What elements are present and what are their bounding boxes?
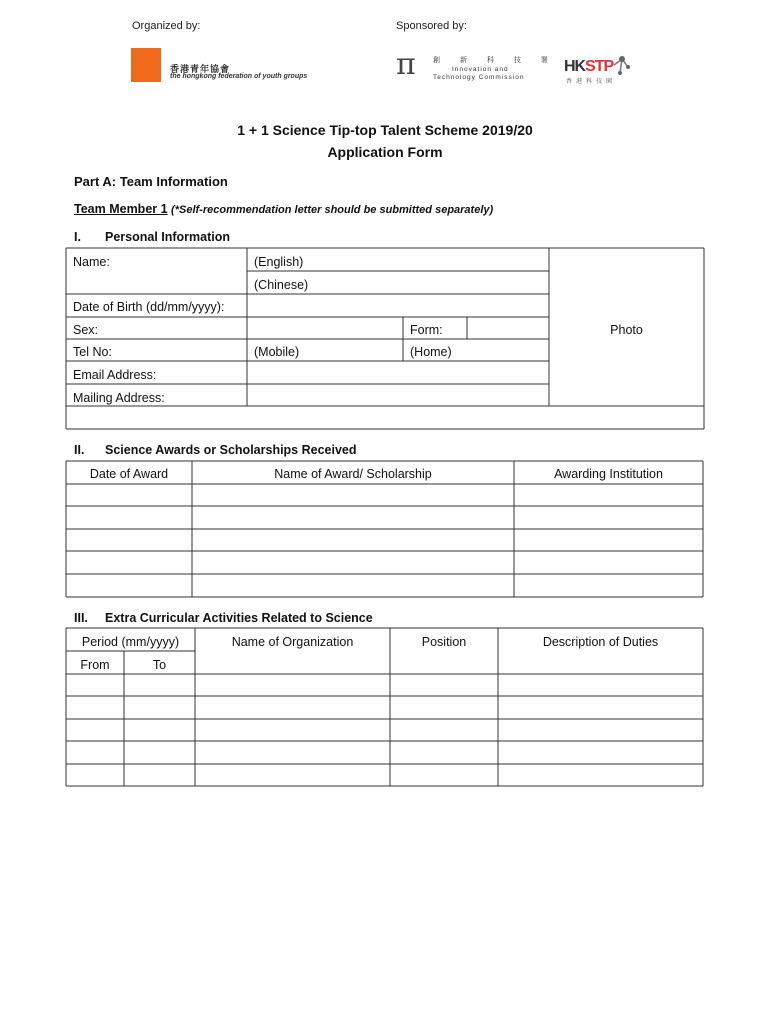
- tel-label: Tel No:: [73, 345, 112, 359]
- hkfyg-chinese-name: 香港青年協會: [170, 64, 231, 74]
- eca-col-organization: Name of Organization: [231, 635, 354, 649]
- email-label: Email Address:: [73, 368, 157, 382]
- name-label: Name:: [73, 255, 110, 269]
- dob-label: Date of Birth (dd/mm/yyyy):: [73, 300, 225, 314]
- hkstp-logo-hk: HK: [564, 58, 586, 75]
- section-3-numeral: III.: [74, 611, 88, 625]
- eca-col-period: Period (mm/yyyy): [81, 635, 180, 649]
- itc-chinese-name: 創 新 科 技 署: [433, 57, 557, 64]
- eca-col-from: From: [80, 658, 110, 672]
- eca-col-to: To: [152, 658, 167, 672]
- itc-pi-logo-icon: π: [396, 47, 416, 82]
- section-2-heading: Science Awards or Scholarships Received: [105, 443, 357, 457]
- form-title: 1 + 1 Science Tip-top Talent Scheme 2019/20: [237, 122, 533, 138]
- awards-col-institution: Awarding Institution: [554, 467, 663, 481]
- organized-by-label: Organized by:: [132, 20, 201, 32]
- team-member-note: (*Self-recommendation letter should be submitted separately): [171, 204, 494, 216]
- photo-box-label: Photo: [610, 323, 643, 337]
- mailing-address-label: Mailing Address:: [73, 391, 165, 405]
- section-1-heading: Personal Information: [105, 230, 231, 244]
- form-label: Form:: [410, 323, 443, 337]
- eca-col-duties: Description of Duties: [542, 635, 659, 649]
- team-member-label: Team Member 1: [74, 202, 168, 216]
- sex-label: Sex:: [73, 323, 99, 337]
- eca-col-position: Position: [421, 635, 467, 649]
- name-chinese-field[interactable]: (Chinese): [254, 278, 309, 292]
- section-3-heading: Extra Curricular Activities Related to Science: [105, 611, 373, 625]
- awards-col-date: Date of Award: [89, 467, 169, 481]
- section-2-numeral: II.: [74, 443, 85, 457]
- form-subtitle: Application Form: [327, 144, 443, 160]
- hkstp-logo-stp: STP: [585, 58, 614, 75]
- hkfyg-english-name: the hongkong federation of youth groups: [170, 73, 308, 80]
- itc-english-line2: Technology Commission: [433, 74, 525, 81]
- awards-col-name: Name of Award/ Scholarship: [274, 467, 432, 481]
- tel-mobile-field[interactable]: (Mobile): [254, 345, 300, 359]
- part-a-heading: Part A: Team Information: [74, 174, 228, 189]
- hkstp-chinese-name: 香港科技園: [566, 79, 617, 85]
- name-english-field[interactable]: (English): [254, 255, 304, 269]
- tel-home-field[interactable]: (Home): [410, 345, 452, 359]
- itc-english-line1: Innovation and: [452, 66, 509, 73]
- sponsored-by-label: Sponsored by:: [396, 20, 467, 32]
- section-1-numeral: I.: [74, 230, 81, 244]
